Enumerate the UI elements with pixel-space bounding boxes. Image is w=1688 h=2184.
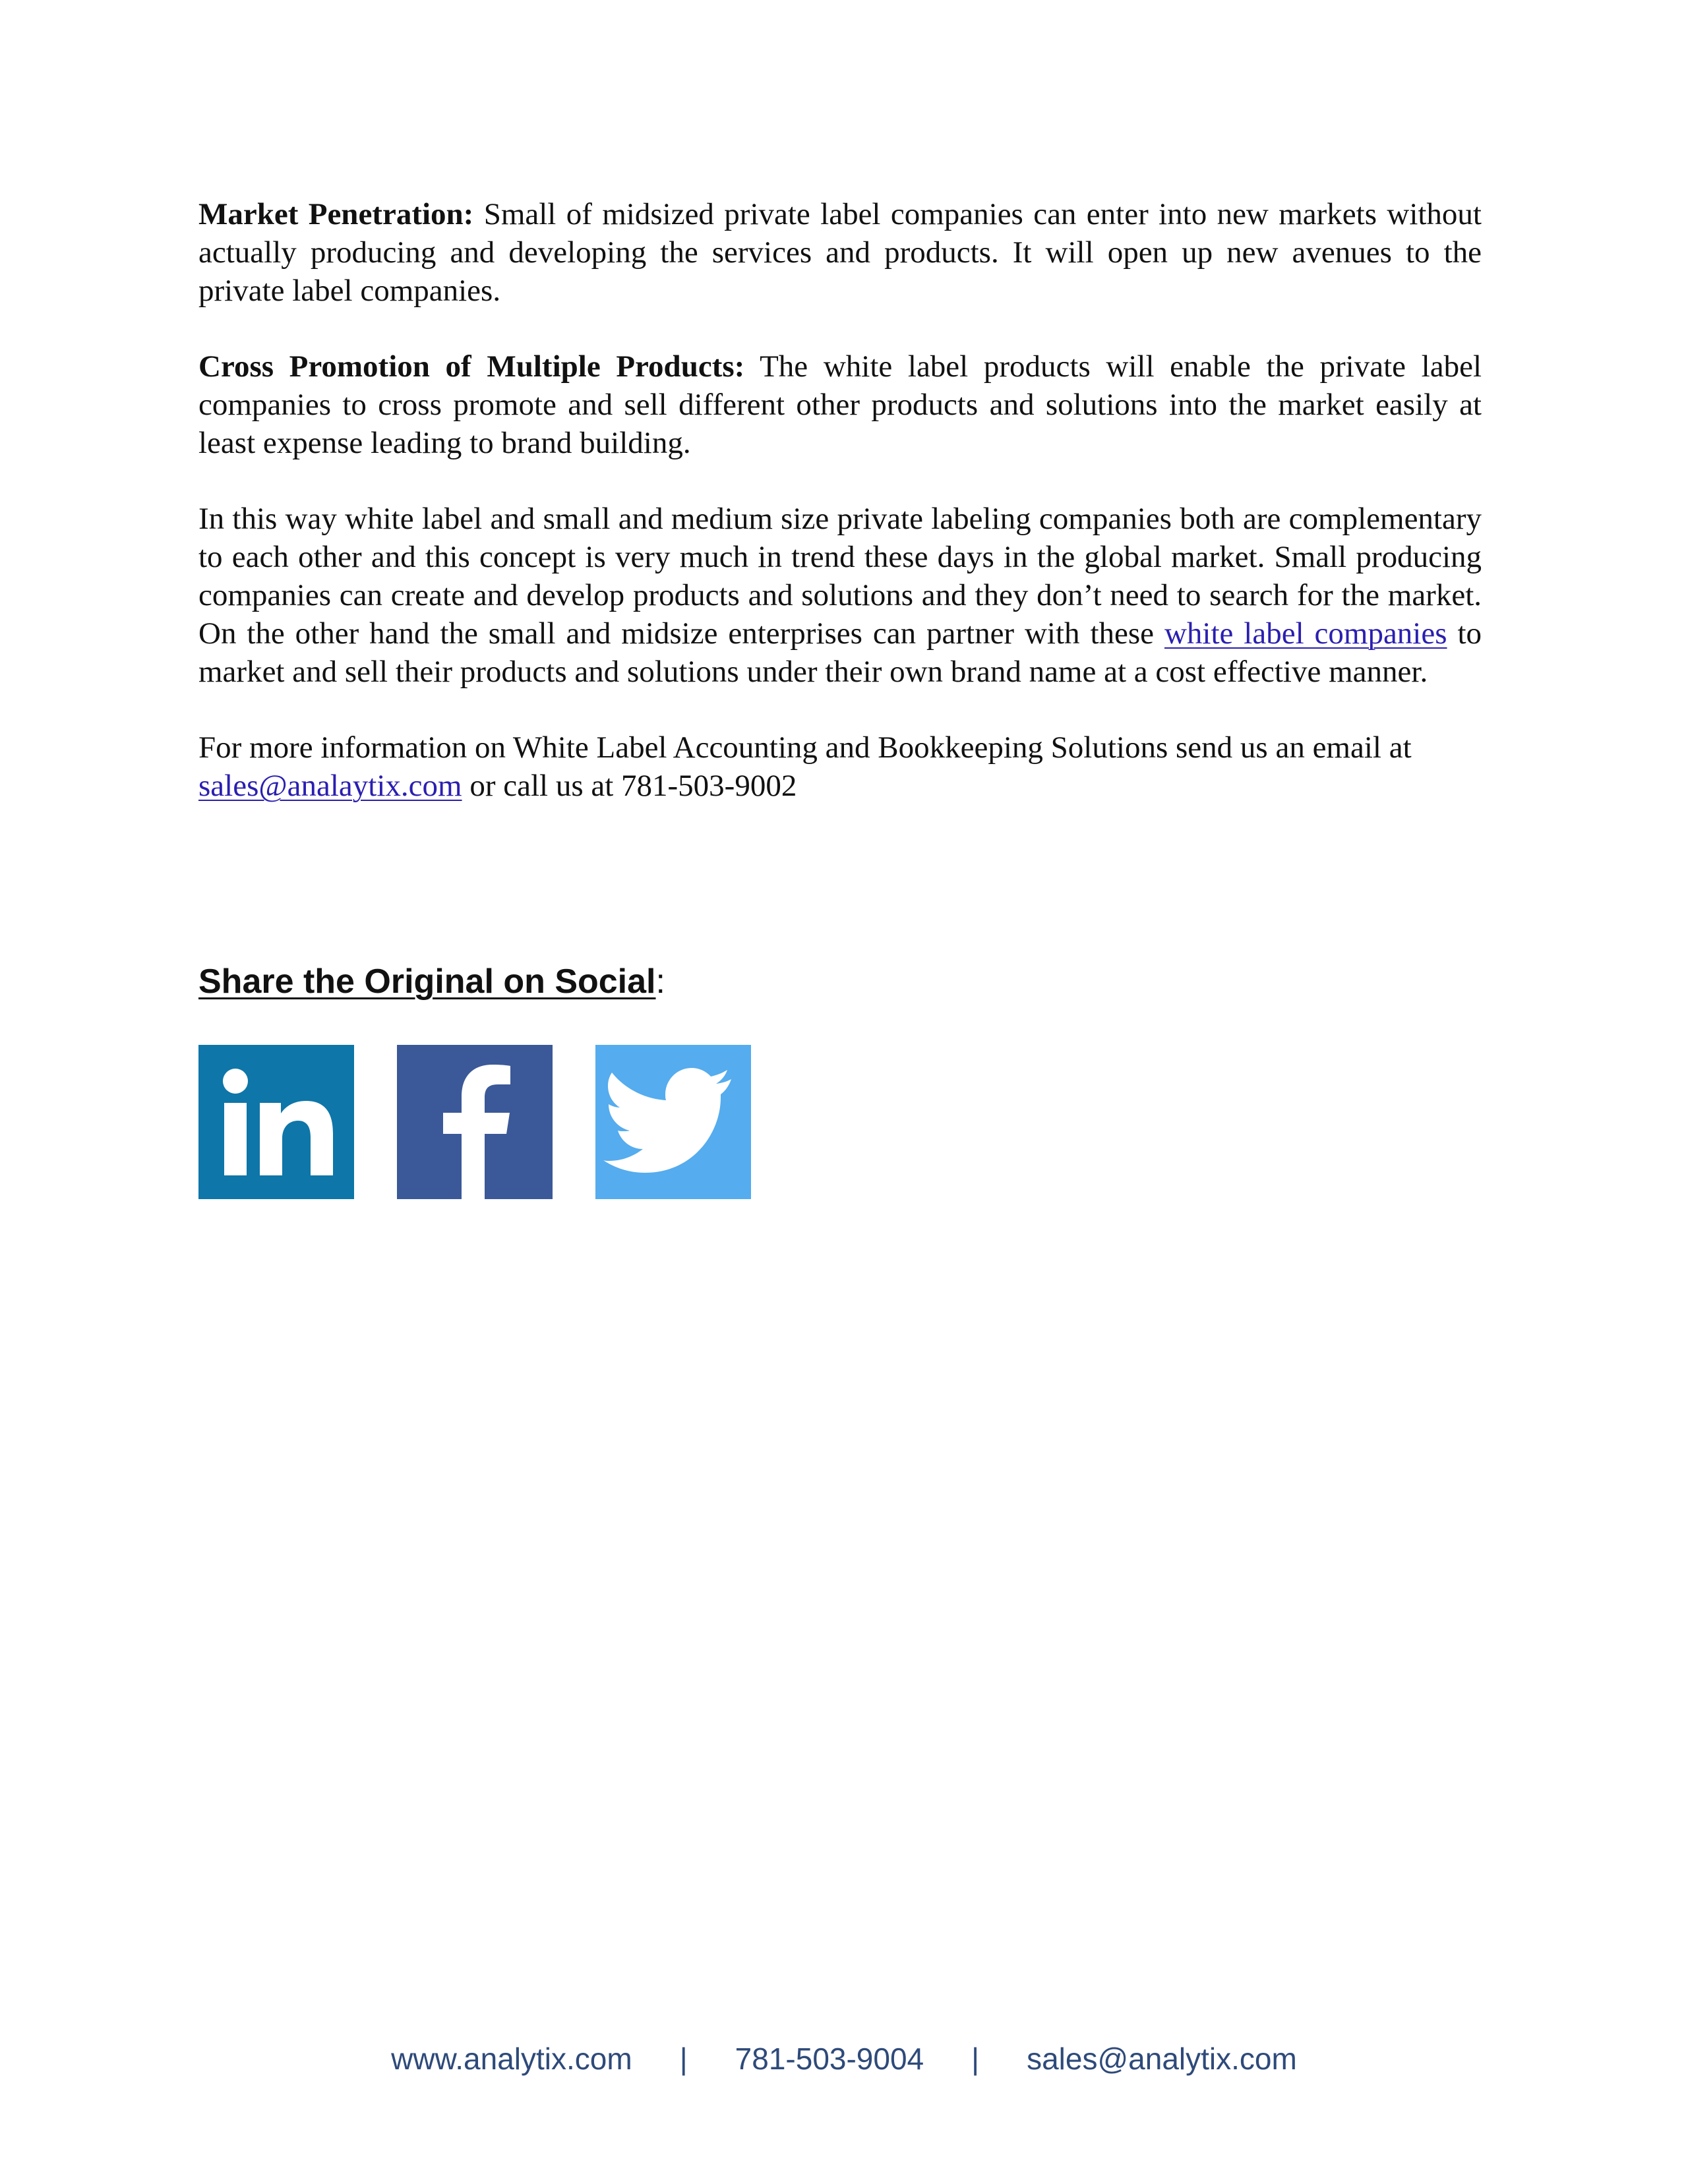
footer-separator: | xyxy=(679,2042,688,2076)
cross-promotion-heading: Cross Promotion of Multiple Products: xyxy=(198,349,745,384)
market-penetration-paragraph xyxy=(198,195,1482,310)
contact-paragraph xyxy=(198,728,1482,805)
footer-separator: | xyxy=(971,2042,980,2076)
twitter-share-button[interactable] xyxy=(595,1045,751,1199)
white-label-companies-link[interactable]: white label companies xyxy=(1164,616,1447,651)
twitter-icon xyxy=(595,1045,751,1199)
complementary-text-after-link: to market and sell their products and solutions under their own brand name at a cost effective manner. xyxy=(198,616,1482,689)
market-penetration-heading: Market Penetration: xyxy=(198,197,474,231)
facebook-icon xyxy=(397,1045,553,1199)
share-heading-colon: : xyxy=(655,962,665,1001)
cross-promotion-paragraph xyxy=(198,347,1482,462)
contact-text-after-link: or call us at 781-503-9002 xyxy=(462,769,797,803)
facebook-share-button[interactable] xyxy=(397,1045,553,1199)
complementary-text-before-link: In this way white label and small and medium size private labeling companies both are complementary to each other and this concept is very much in trend these days in the global market. Small producing companies can create and develop products and solutions and they don’t need to search for the market. On the other hand the small and midsize enterprises can partner with these xyxy=(198,502,1482,651)
share-heading xyxy=(198,959,665,1005)
linkedin-icon xyxy=(198,1045,354,1199)
page-footer xyxy=(0,2039,1688,2079)
footer-email-link[interactable]: sales@analytix.com xyxy=(1027,2042,1297,2076)
contact-text-before-link: For more information on White Label Accounting and Bookkeeping Solutions send us an email at xyxy=(198,730,1412,765)
sales-email-link[interactable]: sales@analaytix.com xyxy=(198,769,462,803)
market-penetration-text: Small of midsized private label companies can enter into new markets without actually producing and developing the services and products. It will open up new avenues to the private label companies. xyxy=(198,197,1482,308)
share-heading-title: Share the Original on Social xyxy=(198,962,656,1001)
footer-phone: 781-503-9004 xyxy=(735,2042,924,2076)
linkedin-share-button[interactable] xyxy=(198,1045,354,1199)
footer-website-link[interactable]: www.analytix.com xyxy=(391,2042,632,2076)
complementary-paragraph xyxy=(198,500,1482,691)
document-body xyxy=(198,195,1482,842)
cross-promotion-text: The white label products will enable the private label companies to cross promote and sell different other products and solutions into the market easily at least expense leading to brand building. xyxy=(198,349,1482,460)
